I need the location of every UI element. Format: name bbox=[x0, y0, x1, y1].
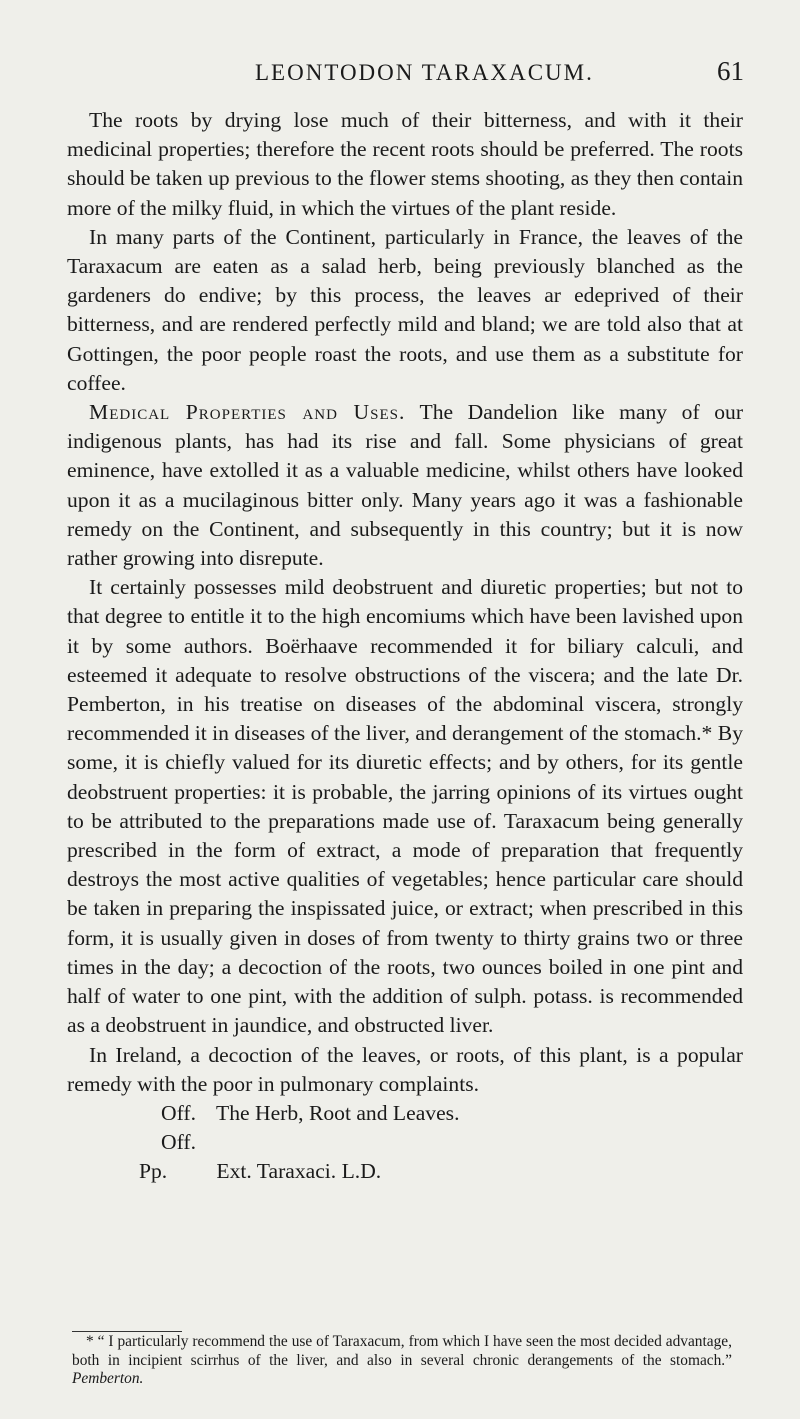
footnote bbox=[72, 1333, 732, 1389]
footnote-rule bbox=[72, 1331, 182, 1332]
footnote-text: * “ I particularly recommend the use of Taraxacum, from which I have seen the most decided advantage, both in incipient scirrhus of the liver, and also in several chronic derangements of the stomach.” bbox=[72, 1333, 732, 1369]
page-number: 61 bbox=[717, 56, 744, 86]
paragraph-deobstruent: It certainly possesses mild deobstruent and diuretic properties; but not to that degree to entitle it to the high encomiums which have been lavished upon it by some authors. Boërhaave recommended it for biliary calculi, and esteemed it adequate to resolve obstructions of the viscera; and the late Dr. Pemberton, in his treatise on diseases of the abdominal viscera, strongly recommended it in diseases of the liver, and derangement of the stomach.* By some, it is chiefly valued for its diuretic effects; and by others, for its gentle deobstruent properties: it is probable, the jarring opinions of its virtues ought to be attributed to the preparations made use of. Taraxacum being generally prescribed in the form of extract, a mode of preparation that frequently destroys the most active qualities of vegetables; hence particular care should be taken in preparing the inspissated juice, or extract; when prescribed in this form, it is usually given in doses of from twenty to thirty grains two or three times in the day; a decoction of the roots, two ounces boiled in one pint and half of water to one pint, with the addition of sulph. potass. is recommended as a deobstruent in jaundice, and obstructed liver. bbox=[67, 575, 743, 1038]
running-title: LEONTODON TARAXACUM. bbox=[255, 60, 594, 85]
body-text bbox=[67, 106, 743, 1187]
officinal-label: Off. Pp. bbox=[139, 1130, 196, 1184]
paragraph-continent-salad: In many parts of the Continent, particularly in France, the leaves of the Taraxacum are eaten as a salad herb, being previously blanched as the gardeners do endive; by this process, the leaves ar edeprived of their bitterness, and are rendered perfectly mild and bland; we are told also that at Gottingen, the poor people roast the roots, and use them as a substitute for coffee. bbox=[67, 224, 743, 395]
officinal-text: The Herb, Root and Leaves. bbox=[216, 1100, 460, 1125]
paragraph-medical-properties-text: The Dandelion like many of our indigenous plants, has had its rise and fall. Some physicians of great eminence, have extolled it as a valuable medicine, whilst others have looked upon it as a mucilaginous bitter only. Many years ago it was a fashionable remedy on the Continent, and subsequently in this country; but it is now rather growing into disrepute. bbox=[67, 400, 744, 571]
officinal-label: Off. bbox=[161, 1100, 196, 1125]
paragraph-medical-properties bbox=[67, 398, 743, 573]
paragraph-roots-drying: The roots by drying lose much of their bitterness, and with it their medicinal properties; therefore the recent roots should be preferred. The roots should be taken up previous to the flower stems shooting, as they then contain more of the milky fluid, in which the virtues of the plant reside. bbox=[67, 108, 743, 220]
officinal-entry bbox=[67, 1128, 743, 1186]
officinal-text: Ext. Taraxaci. L.D. bbox=[216, 1159, 382, 1184]
officinal-entry bbox=[67, 1099, 743, 1128]
footnote-author: Pemberton. bbox=[72, 1370, 144, 1387]
section-heading-medical-properties: Medical Properties and Uses. bbox=[89, 400, 406, 425]
footnote-paragraph bbox=[72, 1333, 732, 1389]
paragraph-ireland: In Ireland, a decoction of the leaves, or roots, of this plant, is a popular remedy with the poor in pulmonary complaints. bbox=[67, 1042, 743, 1096]
